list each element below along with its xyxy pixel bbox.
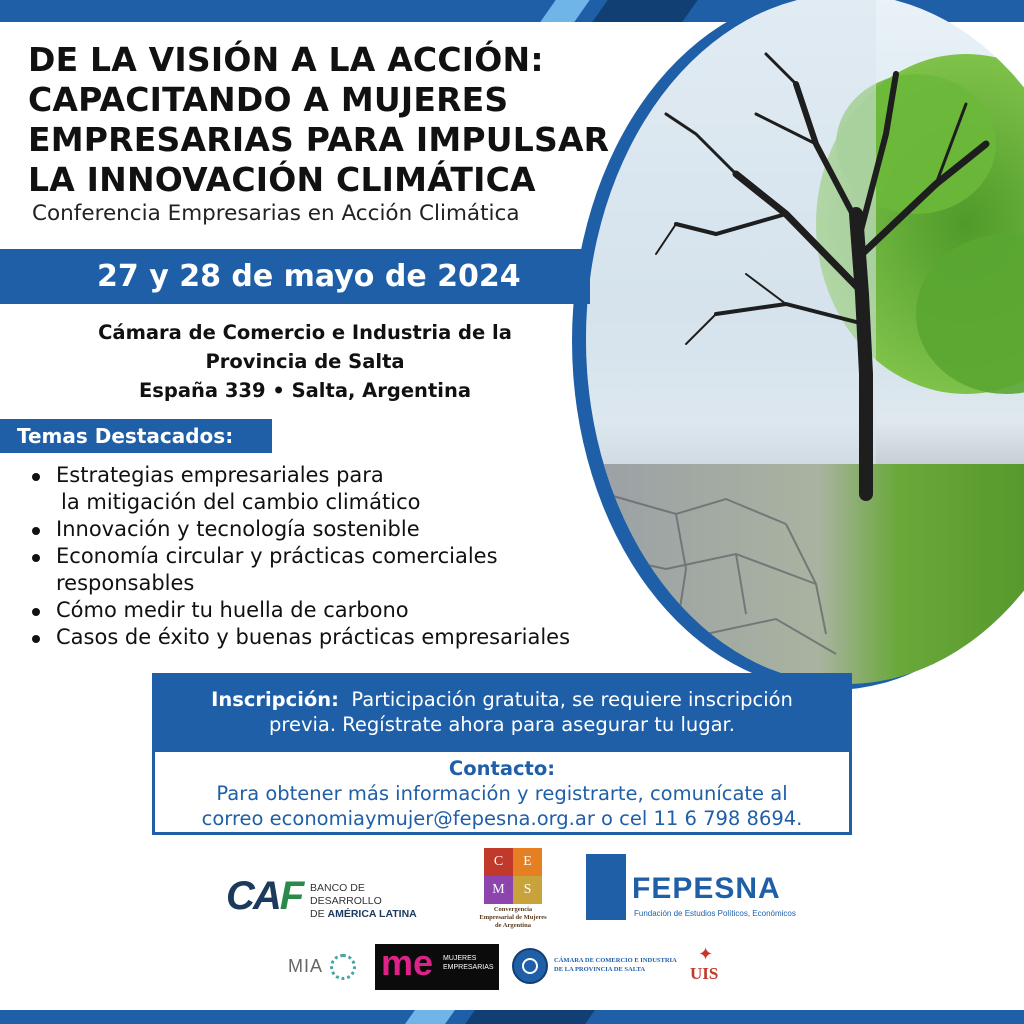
caf-mark [226,874,302,919]
caf-line-2b: AMÉRICA LATINA [327,908,417,920]
camara-text [554,956,677,974]
mia-text: MIA [288,956,324,976]
fepesna-name: FEPESNA [632,872,781,905]
caf-mark-a: CA [226,874,280,918]
bullet-icon [32,527,40,535]
list-item-text: Cómo medir tu huella de carbono [56,598,409,622]
contact-panel [155,756,849,831]
caf-mark-b: F [279,874,303,918]
cems-tile: S [513,876,542,904]
cems-tile: C [484,848,513,876]
registration-line-1 [155,687,849,712]
title-line: CAPACITANDO A MUJERES [28,80,509,119]
bullet-icon [32,554,40,562]
event-date: 27 y 28 de mayo de 2024 [97,259,521,294]
cems-caption [464,906,562,930]
title-line: EMPRESARIAS PARA IMPULSAR [28,120,610,159]
contact-line-2: correo economiaymujer@fepesna.org.ar o cel 11 6 798 8694. [201,807,803,830]
registration-panel [155,676,849,752]
cems-logo [478,848,548,938]
me-line-1: MUJERES [443,955,477,962]
fepesna-logo [586,854,796,924]
caf-line-1: BANCO DE DESARROLLO [310,882,382,907]
registration-line-2: previa. Regístrate ahora para asegurar tu lugar. [268,713,735,736]
fepesna-sub: Fundación de Estudios Políticos, Económicos [634,909,796,918]
venue-line: España 339 • Salta, Argentina [138,379,471,402]
list-item-text: responsables [56,571,195,595]
camara-seal-icon [512,948,548,984]
venue-line: Cámara de Comercio e Industria de la [98,321,512,344]
mia-logo [288,952,360,986]
camara-logo [512,948,677,984]
caf-line-2a: DE [310,908,328,920]
cems-grid [484,848,542,904]
list-item-text: Estrategias empresariales para [56,463,384,487]
registration-text: Participación gratuita, se requiere inscripción [351,688,793,711]
camara-line-2: DE LA PROVINCIA DE SALTA [554,966,646,973]
list-item-text: la mitigación del cambio climático [61,490,421,514]
list-item-text: Casos de éxito y buenas prácticas empresariales [56,625,571,649]
sponsor-logos [0,840,1024,1010]
list-item [32,462,672,516]
list-item-text: Innovación y tecnología sostenible [56,517,420,541]
topics-header [0,419,272,453]
date-bar [0,249,590,304]
cems-tile: M [484,876,513,904]
camara-line-1: CÁMARA DE COMERCIO E INDUSTRIA [554,957,677,964]
bullet-icon [32,473,40,481]
mujeres-empresarias-logo [375,944,499,990]
uis-logo [688,944,730,988]
cems-tile: E [513,848,542,876]
cems-caption-line: de Argentina [495,922,531,929]
title-line: LA INNOVACIÓN CLIMÁTICA [28,160,536,199]
registration-box [152,673,852,835]
list-item [32,543,672,597]
list-item [32,516,672,543]
cems-caption-line: Empresarial de Mujeres [479,914,547,921]
list-item [32,597,672,624]
bottom-band [0,1010,1024,1024]
venue-line: Provincia de Salta [205,350,405,373]
contact-label: Contacto: [448,757,556,780]
me-line-2: EMPRESARIAS [443,964,494,971]
list-item [32,624,672,651]
caf-line-2 [310,908,436,921]
caf-text [310,882,436,921]
topics-header-label: Temas Destacados: [17,424,234,448]
me-mark: me [381,942,434,983]
cems-caption-line: Convergencia [493,906,533,913]
list-item-text: Economía circular y prácticas comerciales [56,544,498,568]
uis-emblem-icon: ✦ [698,944,714,965]
mia-circle-icon [330,954,356,980]
subtitle: Conferencia Empresarias en Acción Climática [32,201,520,226]
page-title [28,40,668,200]
topics-list [32,462,672,651]
me-text [443,954,494,972]
venue [40,318,570,405]
title-line: DE LA VISIÓN A LA ACCIÓN: [28,40,544,79]
uis-text: UIS [690,964,719,983]
fepesna-emblem [586,854,626,920]
contact-line-1: Para obtener más información y registrarte, comunícate al [216,782,788,805]
bullet-icon [32,635,40,643]
bullet-icon [32,608,40,616]
registration-label: Inscripción: [211,688,339,711]
caf-logo [226,874,436,918]
